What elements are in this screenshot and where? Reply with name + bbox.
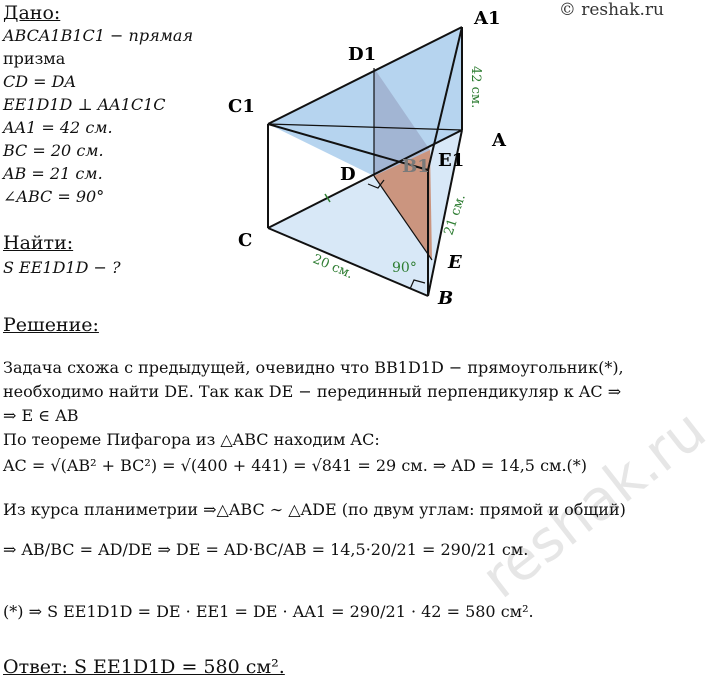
solution-pythagoras: AC = √(AB² + BC²) = √(400 + 441) = √841 = 29 см. ⇒ AD = 14,5 см.(*) (3, 456, 588, 475)
label-a1: A1 (474, 8, 501, 29)
length-aa1: 42 см. (468, 66, 483, 109)
solution-line-3: ⇒ E ∈ AB (3, 406, 79, 425)
answer-line: Ответ: S EE1D1D = 580 см². (3, 656, 285, 678)
solution-line-4: По теореме Пифагора из △ABC находим AC: (3, 430, 380, 449)
given-line-bc: BC = 20 см. (3, 141, 104, 160)
find-line: S EE1D1D − ? (3, 258, 121, 277)
given-line-aa1: AA1 = 42 см. (3, 118, 113, 137)
label-e1: E1 (438, 150, 465, 171)
given-heading: Дано: (3, 2, 61, 24)
solution-de-calc: ⇒ AB/BC = AD/DE ⇒ DE = AD·BC/AB = 14,5·20/21 = 290/21 см. (3, 540, 529, 559)
solution-line-2: необходимо найти DE. Так как DE − перединный перпендикуляр к AC ⇒ (3, 382, 622, 401)
watermark-top: © reshak.ru (558, 0, 664, 20)
watermark-diagonal: reshak.ru (470, 397, 718, 612)
length-ab: 21 см. (441, 192, 469, 238)
label-d1: D1 (348, 44, 377, 65)
label-e: E (448, 252, 462, 273)
label-a: A (492, 130, 506, 151)
given-line-perp: EE1D1D ⊥ AA1C1C (3, 95, 166, 114)
given-line-prism: ABCA1B1C1 − прямая (3, 26, 194, 45)
given-line-ab: AB = 21 см. (3, 164, 103, 183)
given-line-prism-2: призма (3, 49, 66, 68)
prism-figure (220, 0, 520, 310)
label-c: C (238, 230, 253, 251)
solution-heading: Решение: (3, 314, 99, 336)
given-line-angle: ∠ABC = 90° (3, 187, 105, 206)
label-d: D (340, 164, 356, 185)
solution-line-1: Задача схожа с предыдущей, очевидно что BB1D1D − прямоугольник(*), (3, 358, 624, 377)
label-c1: C1 (228, 96, 255, 117)
solution-similarity: Из курса планиметрии ⇒△ABC ∼ △ADE (по двум углам: прямой и общий) (3, 500, 626, 519)
label-b: B (438, 288, 454, 309)
length-bc: 20 см. (310, 251, 356, 283)
find-heading: Найти: (3, 232, 74, 254)
solution-area-calc: (*) ⇒ S EE1D1D = DE · EE1 = DE · AA1 = 290/21 · 42 = 580 см². (3, 602, 534, 621)
given-line-cd: CD = DA (3, 72, 77, 91)
label-b1: B1 (402, 156, 430, 177)
angle-b-label: 90° (392, 260, 417, 276)
